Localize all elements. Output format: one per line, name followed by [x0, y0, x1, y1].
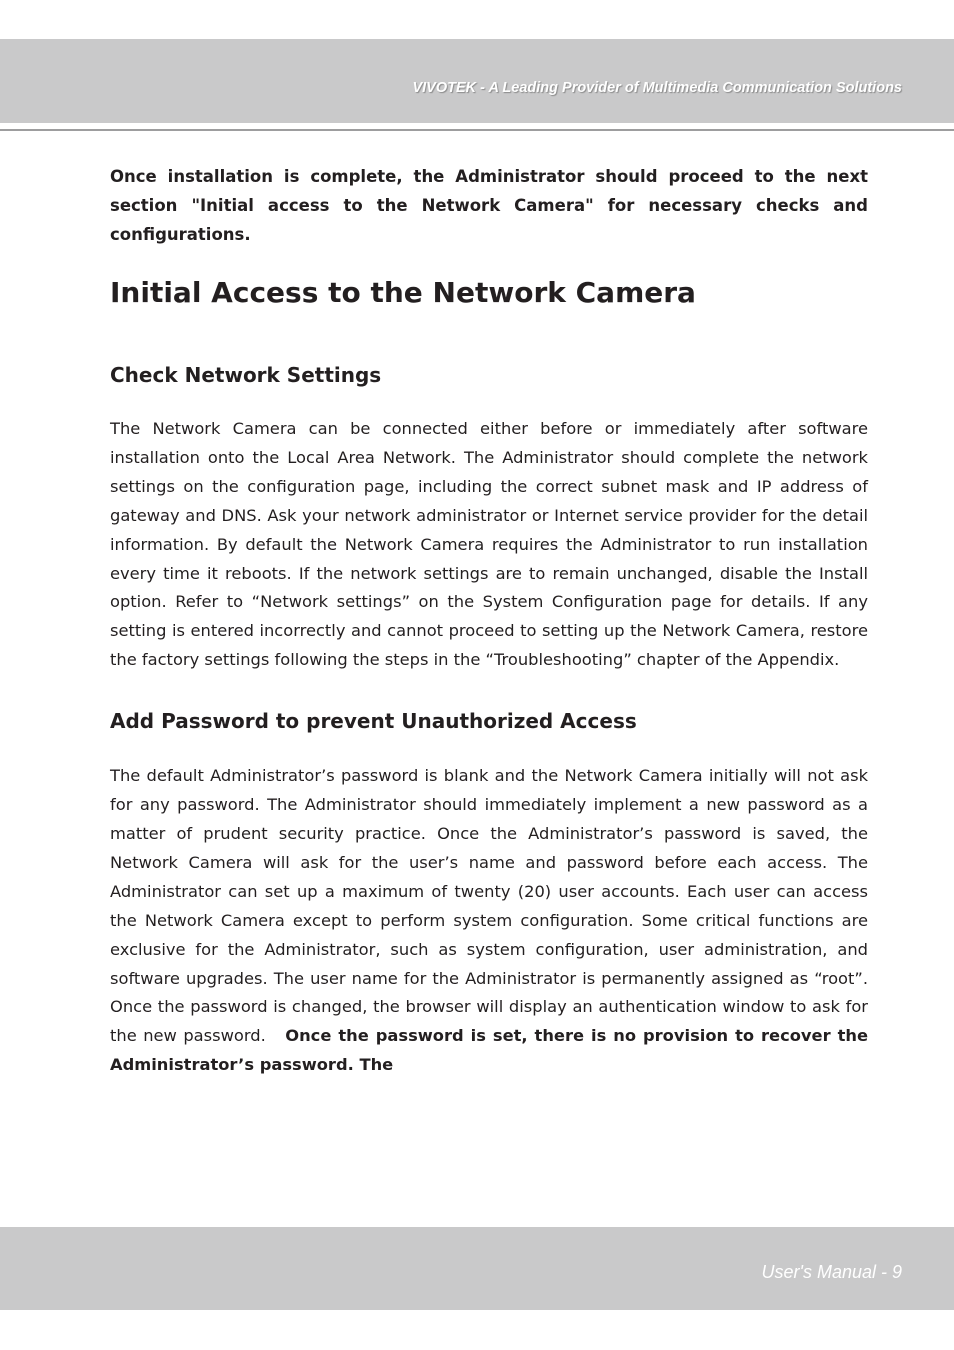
section-body-add-password [110, 762, 868, 1080]
section-heading-add-password: Add Password to prevent Unauthorized Access [110, 709, 637, 734]
section-heading-network-settings: Check Network Settings [110, 363, 382, 387]
page-title: Initial Access to the Network Camera [110, 276, 696, 309]
section-body-network-settings: The Network Camera can be connected either before or immediately after software installation onto the Local Area Network. The Administrator should complete the network settings on the configuration page, including the correct subnet mask and IP address of gateway and DNS. Ask your network administrator or Internet service provider for the detail information. By default the Network Camera requires the Administrator to run installation every time it reboots. If the network settings are to remain unchanged, disable the Install option. Refer to “Network settings” on the System Configuration page for details. If any setting is entered incorrectly and cannot proceed to setting up the Network Camera, restore the factory settings following the steps in the “Troubleshooting” chapter of the Appendix. [110, 419, 868, 670]
header-divider [0, 129, 954, 131]
page-content [110, 162, 868, 1080]
intro-paragraph: Once installation is complete, the Administrator should proceed to the next section "Initial access to the Network Camera" for necessary checks and configurations. [110, 167, 868, 244]
password-body-text: The default Administrator’s password is blank and the Network Camera initially will not ask for any password. The Administrator should immediately implement a new password as a matter of prudent security practice. Once the Administrator’s password is saved, the Network Camera will ask for the user’s name and password before each access. The Administrator can set up a maximum of twenty (20) user accounts. Each user can access the Network Camera except to perform system configuration. Some critical functions are exclusive for the Administrator, such as system configuration, user administration, and software upgrades. The user name for the Administrator is permanently assigned as “root”. Once the password is changed, the browser will display an authentication window to ask for the new password. [110, 766, 868, 1046]
password-warning-text: Once the password is set, there is no provision to recover the Administrator’s password. The [110, 1026, 869, 1075]
header-tagline: VIVOTEK - A Leading Provider of Multimedia Communication Solutions [412, 80, 902, 96]
page-number: User's Manual - 9 [761, 1262, 902, 1282]
